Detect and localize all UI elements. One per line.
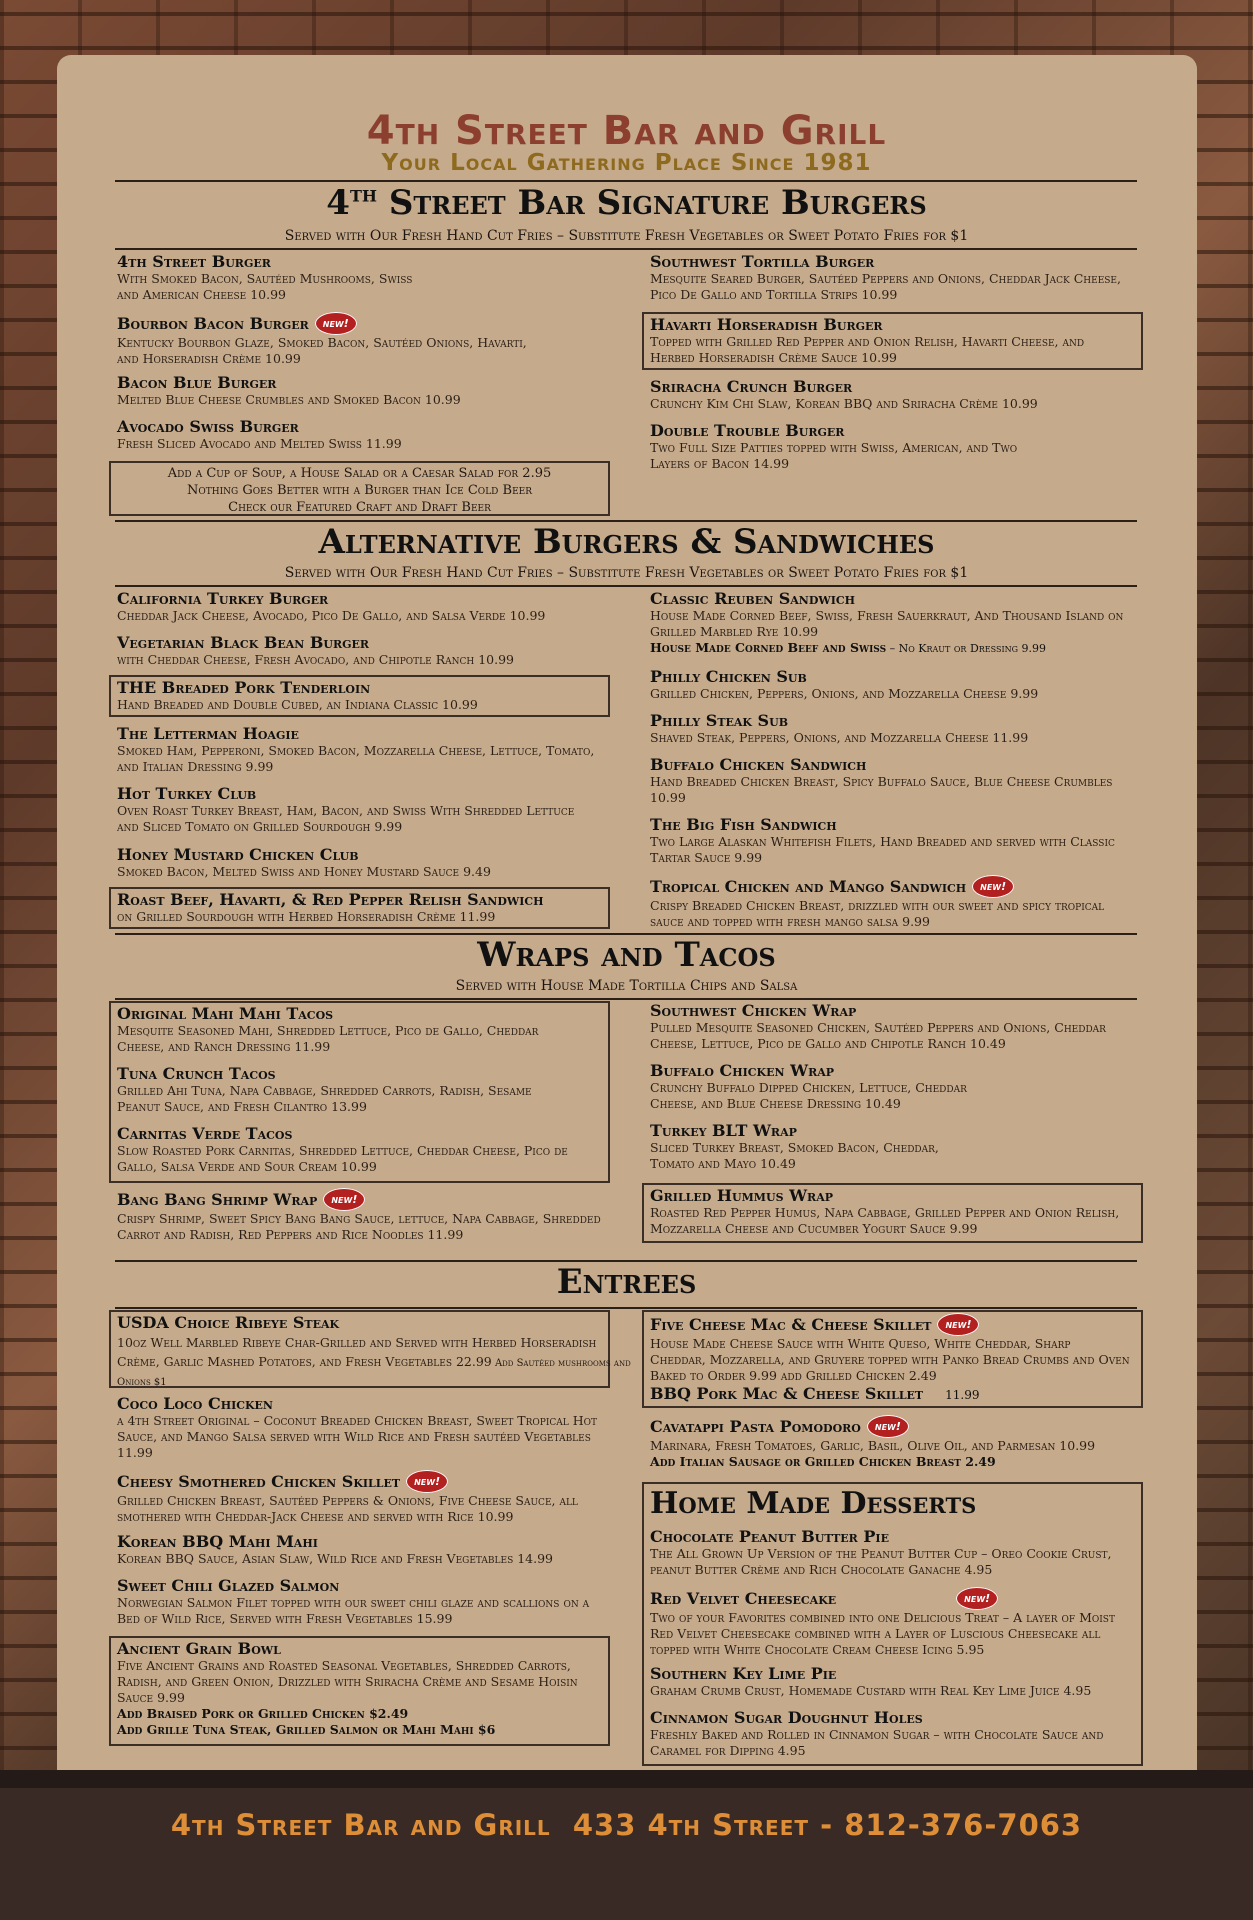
- desserts-title: Home Made Desserts: [650, 1486, 977, 1521]
- item-name: Vegetarian Black Bean Burger: [117, 633, 370, 652]
- item-name: Tuna Crunch Tacos: [117, 1064, 276, 1083]
- item-desc: Crispy Breaded Chicken Breast, drizzled with our sweet and spicy tropical sauce and topped with fresh mango salsa 9.99: [650, 898, 1105, 929]
- item-desc: on Grilled Sourdough with Herbed Horseradish Crème 11.99: [117, 909, 496, 924]
- item-desc: Freshly Baked and Rolled in Cinnamon Sugar – with Chocolate Sauce and Caramel for Dipping 4.95: [650, 1727, 1104, 1758]
- menu-item: [117, 252, 637, 303]
- item-desc: Korean BBQ Sauce, Asian Slaw, Wild Rice and Fresh Vegetables 14.99: [117, 1551, 554, 1566]
- item-desc: Hand Breaded Chicken Breast, Spicy Buffalo Sauce, Blue Cheese Crumbles 10.99: [650, 774, 1113, 805]
- item-name: Sweet Chili Glazed Salmon: [117, 1576, 340, 1595]
- new-badge: new!: [937, 1313, 979, 1336]
- item-name: California Turkey Burger: [117, 589, 329, 608]
- menu-item: [117, 1576, 607, 1627]
- item-name: Tropical Chicken and Mango Sandwich new!: [650, 875, 1130, 898]
- menu-item: [117, 1639, 607, 1738]
- menu-item: [650, 1527, 1135, 1578]
- item-name: Five Cheese Mac & Cheese Skillet new!: [650, 1313, 1130, 1336]
- menu-item: [117, 633, 637, 668]
- item-desc: Grilled Ahi Tuna, Napa Cabbage, Shredded Carrots, Radish, Sesame Peanut Sauce, and Fresh Cilantro 13.99: [117, 1083, 532, 1114]
- menu-item: [117, 845, 637, 880]
- entrees-section-title: Entrees: [556, 1262, 697, 1302]
- item-name: Bourbon Bacon Burger new!: [117, 312, 637, 335]
- menu-item: [650, 755, 1130, 806]
- new-badge: new!: [972, 875, 1014, 898]
- item-desc: Crispy Shrimp, Sweet Spicy Bang Bang Sauce, lettuce, Napa Cabbage, Shredded Carrot and Radish, Red Peppers and Rice Noodles 11.99: [117, 1211, 601, 1242]
- menu-item: [117, 890, 637, 925]
- menu-item: [117, 1394, 607, 1461]
- item-desc: 10oz Well Marbled Ribeye Char-Grilled and Served with Herbed Horseradish Crème, Garlic Mashed Potatoes, and Fresh Vegetables 22.99: [117, 1335, 597, 1369]
- menu-item: [117, 678, 637, 713]
- divider: [115, 998, 1137, 1000]
- menu-item: [117, 1470, 607, 1525]
- item-desc: Kentucky Bourbon Glaze, Smoked Bacon, Sautéed Onions, Havarti, and Horseradish Crème 10.99: [117, 335, 527, 366]
- new-badge: new!: [323, 1188, 365, 1211]
- menu-item: [650, 589, 1130, 657]
- menu-item: [650, 1061, 1130, 1112]
- item-name: Cheesy Smothered Chicken Skillet new!: [117, 1470, 607, 1493]
- item-name: The Big Fish Sandwich: [650, 815, 837, 834]
- menu-item: [650, 875, 1130, 930]
- item-desc: Melted Blue Cheese Crumbles and Smoked Bacon 10.99: [117, 392, 461, 407]
- item-name: Bacon Blue Burger: [117, 373, 277, 392]
- item-desc: Smoked Bacon, Melted Swiss and Honey Mustard Sauce 9.49: [117, 864, 491, 879]
- item-name: Red Velvet Cheesecake new!: [650, 1587, 1135, 1610]
- menu-item: [650, 1664, 1135, 1699]
- new-badge: new!: [956, 1587, 998, 1610]
- item-name: Chocolate Peanut Butter Pie: [650, 1527, 889, 1546]
- item-name: Hot Turkey Club: [117, 784, 257, 803]
- item-desc: Mesquite Seasoned Mahi, Shredded Lettuce, Pico de Gallo, Cheddar Cheese, and Ranch Dressing 11.99: [117, 1023, 539, 1054]
- item-name: Double Trouble Burger: [650, 421, 845, 440]
- item-name: Southwest Chicken Wrap: [650, 1001, 857, 1020]
- item-desc: Oven Roast Turkey Breast, Ham, Bacon, and Swiss With Shredded Lettuce and Sliced Tomato on Grilled Sourdough 9.99: [117, 803, 575, 834]
- menu-item: [650, 1587, 1135, 1658]
- item-desc: Cheddar Jack Cheese, Avocado, Pico De Gallo, and Salsa Verde 10.99: [117, 608, 546, 623]
- alternative-section-title: Alternative Burgers & Sandwiches: [318, 522, 935, 562]
- item-name: Southwest Tortilla Burger: [650, 252, 875, 271]
- item-name: Original Mahi Mahi Tacos: [117, 1004, 334, 1023]
- menu-item: [117, 417, 637, 452]
- new-badge: new!: [867, 1415, 909, 1438]
- menu-item: [650, 1313, 1130, 1405]
- item-name: Sriracha Crunch Burger: [650, 377, 853, 396]
- item-desc: With Smoked Bacon, Sautéed Mushrooms, Swiss and American Cheese 10.99: [117, 271, 413, 302]
- footer-bar: [0, 1770, 1253, 1920]
- item-name: Grilled Hummus Wrap: [650, 1186, 833, 1205]
- menu-item: [650, 1415, 1130, 1470]
- item-extra: House Made Corned Beef and Swiss – No Kraut or Dressing 9.99: [650, 640, 1046, 655]
- item-extra: Add Braised Pork or Grilled Chicken $2.49: [117, 1706, 409, 1721]
- item-desc: Mesquite Seared Burger, Sautéed Peppers and Onions, Cheddar Jack Cheese, Pico De Gallo and Tortilla Strips 10.99: [650, 271, 1121, 302]
- item-desc: Roasted Red Pepper Humus, Napa Cabbage, Grilled Pepper and Onion Relish, Mozzarella Cheese and Cucumber Yogurt Sauce 9.99: [650, 1205, 1120, 1236]
- item-name: Classic Reuben Sandwich: [650, 589, 856, 608]
- signature-section-title: 4TH Street Bar Signature Burgers: [326, 183, 927, 223]
- item-name: Avocado Swiss Burger: [117, 417, 299, 436]
- item-desc: Marinara, Fresh Tomatoes, Garlic, Basil, Olive Oil, and Parmesan 10.99: [650, 1438, 1096, 1453]
- item-name: USDA Choice Ribeye Steak: [117, 1313, 340, 1332]
- item-desc: Fresh Sliced Avocado and Melted Swiss 11.99: [117, 436, 402, 451]
- item-desc: Shaved Steak, Peppers, Onions, and Mozzarella Cheese 11.99: [650, 730, 1029, 745]
- item-desc: Slow Roasted Pork Carnitas, Shredded Lettuce, Cheddar Cheese, Pico de Gallo, Salsa Verde and Sour Cream 10.99: [117, 1143, 568, 1174]
- item-desc: Grilled Chicken, Peppers, Onions, and Mozzarella Cheese 9.99: [650, 686, 1039, 701]
- menu-item: [650, 377, 1130, 412]
- menu-item: [117, 1532, 607, 1567]
- item-name: Coco Loco Chicken: [117, 1394, 273, 1413]
- item-desc: House Made Corned Beef, Swiss, Fresh Sauerkraut, And Thousand Island on Grilled Marbled Rye 10.99: [650, 608, 1124, 639]
- new-badge: new!: [315, 312, 357, 335]
- item-desc: Topped with Grilled Red Pepper and Onion Relish, Havarti Cheese, and Herbed Horseradish Crème Sauce 10.99: [650, 334, 1085, 365]
- divider: [115, 1307, 1137, 1309]
- item-name: The Letterman Hoagie: [117, 724, 299, 743]
- item-name: Buffalo Chicken Wrap: [650, 1061, 835, 1080]
- divider: [115, 180, 1137, 182]
- item-desc: Crunchy Kim Chi Slaw, Korean BBQ and Sriracha Crème 10.99: [650, 396, 1038, 411]
- item-desc: Smoked Ham, Pepperoni, Smoked Bacon, Mozzarella Cheese, Lettuce, Tomato, and Italian Dressing 9.99: [117, 743, 595, 774]
- addon-line: Nothing Goes Better with a Burger than Ice Cold Beer: [187, 483, 532, 498]
- menu-item: [117, 312, 637, 367]
- item-desc: Sliced Turkey Breast, Smoked Bacon, Cheddar, Tomato and Mayo 10.49: [650, 1140, 939, 1171]
- restaurant-subtitle: Your Local Gathering Place Since 1981: [381, 150, 872, 176]
- item-name: Honey Mustard Chicken Club: [117, 845, 359, 864]
- menu-item: [117, 724, 637, 775]
- item-name: Southern Key Lime Pie: [650, 1664, 837, 1683]
- menu-item: [117, 1124, 637, 1175]
- item-desc: a 4th Street Original – Coconut Breaded Chicken Breast, Sweet Tropical Hot Sauce, and Mango Salsa served with Wild Rice and Fresh sautéed Vegetables 11.99: [117, 1413, 598, 1460]
- item-name: Roast Beef, Havarti, & Red Pepper Relish Sandwich: [117, 890, 544, 909]
- signature-section-note: Served with Our Fresh Hand Cut Fries – Substitute Fresh Vegetables or Sweet Potato Fries for $1: [284, 228, 969, 244]
- item-extra: Add Italian Sausage or Grilled Chicken Breast 2.49: [650, 1454, 996, 1469]
- menu-item: [650, 421, 1050, 472]
- item-name: BBQ Pork Mac & Cheese Skillet 11.99: [650, 1384, 980, 1403]
- menu-item: [650, 1708, 1135, 1759]
- item-name: THE Breaded Pork Tenderloin: [117, 678, 371, 697]
- menu-item: [650, 1121, 1130, 1172]
- item-desc: Five Ancient Grains and Roasted Seasonal Vegetables, Shredded Carrots, Radish, and Green Onion, Drizzled with Sriracha Crème and Sesame Hoisin Sauce 9.99: [117, 1658, 578, 1705]
- item-addon: Add Sautéed mushrooms and Onions $1: [117, 1358, 631, 1388]
- menu-item: [650, 252, 1130, 303]
- divider: [115, 585, 1137, 587]
- wraps-section-note: Served with House Made Tortilla Chips and Salsa: [455, 978, 798, 994]
- menu-item: [117, 1004, 637, 1055]
- new-badge: new!: [406, 1470, 448, 1493]
- item-name: Buffalo Chicken Sandwich: [650, 755, 867, 774]
- item-name: Korean BBQ Mahi Mahi: [117, 1532, 318, 1551]
- addon-box: [109, 461, 610, 516]
- addon-line: Add a Cup of Soup, a House Salad or a Caesar Salad for 2.95: [167, 466, 552, 481]
- menu-item: [650, 667, 1130, 702]
- menu-item: [117, 589, 637, 624]
- footer-contact: 4th Street Bar and Grill 433 4th Street - 812-376-7063: [170, 1808, 1083, 1842]
- restaurant-title: 4th Street Bar and Grill: [366, 108, 887, 154]
- item-name: Turkey BLT Wrap: [650, 1121, 797, 1140]
- item-desc: Two Large Alaskan Whitefish Filets, Hand Breaded and served with Classic Tartar Sauce 9.99: [650, 834, 1115, 865]
- item-desc: Pulled Mesquite Seasoned Chicken, Sautéed Peppers and Onions, Cheddar Cheese, Lettuce, Pico de Gallo and Chipotle Ranch 10.49: [650, 1020, 1106, 1051]
- item-name: Havarti Horseradish Burger: [650, 315, 883, 334]
- menu-item: [117, 1188, 637, 1243]
- addon-line: Check our Featured Craft and Draft Beer: [228, 500, 491, 515]
- item-desc: Hand Breaded and Double Cubed, an Indiana Classic 10.99: [117, 697, 478, 712]
- wraps-section-title: Wraps and Tacos: [477, 935, 776, 975]
- menu-item: [117, 784, 637, 835]
- item-desc: Crunchy Buffalo Dipped Chicken, Lettuce, Cheddar Cheese, and Blue Cheese Dressing 10.49: [650, 1080, 967, 1111]
- item-name: Cinnamon Sugar Doughnut Holes: [650, 1708, 923, 1727]
- item-desc: with Cheddar Cheese, Fresh Avocado, and Chipotle Ranch 10.99: [117, 652, 514, 667]
- item-name: Philly Steak Sub: [650, 711, 788, 730]
- menu-item: [117, 373, 637, 408]
- menu-item: [650, 1001, 1130, 1052]
- menu-item: [117, 1064, 637, 1115]
- item-name: Ancient Grain Bowl: [117, 1639, 281, 1658]
- item-desc: Two of your Favorites combined into one Delicious Treat – A layer of Moist Red Velvet Cheesecake combined with a Layer of Luscious Cheesecake all topped with White Chocolate Cream Cheese Icing 5.95: [650, 1610, 1115, 1657]
- menu-item: [650, 711, 1130, 746]
- alternative-section-note: Served with Our Fresh Hand Cut Fries – Substitute Fresh Vegetables or Sweet Potato Fries for $1: [284, 565, 969, 581]
- item-name: Cavatappi Pasta Pomodoro new!: [650, 1415, 1130, 1438]
- item-extra: Add Grille Tuna Steak, Grilled Salmon or Mahi Mahi $6: [117, 1722, 496, 1737]
- menu-item: [650, 315, 1130, 366]
- item-name: 4th Street Burger: [117, 252, 271, 271]
- menu-item: [117, 1313, 637, 1389]
- item-name: Carnitas Verde Tacos: [117, 1124, 293, 1143]
- item-desc: Two Full Size Patties topped with Swiss, American, and Two Layers of Bacon 14.99: [650, 440, 1018, 471]
- menu-item: [650, 815, 1130, 866]
- item-name: Philly Chicken Sub: [650, 667, 807, 686]
- item-desc: Grilled Chicken Breast, Sautéed Peppers & Onions, Five Cheese Sauce, all smothered with Cheddar-Jack Cheese and served with Rice 10.99: [117, 1493, 578, 1524]
- divider: [115, 248, 1137, 250]
- item-desc: The All Grown Up Version of the Peanut Butter Cup – Oreo Cookie Crust, peanut Butter Crème and Rich Chocolate Ganache 4.95: [650, 1546, 1112, 1577]
- menu-item: [650, 1186, 1130, 1237]
- item-desc: Graham Crumb Crust, Homemade Custard with Real Key Lime Juice 4.95: [650, 1683, 1092, 1698]
- item-desc: Norwegian Salmon Filet topped with our sweet chili glaze and scallions on a Bed of Wild Rice, Served with Fresh Vegetables 15.99: [117, 1595, 590, 1626]
- item-name: Bang Bang Shrimp Wrap new!: [117, 1188, 637, 1211]
- item-desc: House Made Cheese Sauce with White Queso, White Cheddar, Sharp Cheddar, Mozzarella, and Gruyere topped with Panko Bread Crumbs and Oven Baked to Order 9.99 add Grilled Chicken 2.49: [650, 1336, 1130, 1383]
